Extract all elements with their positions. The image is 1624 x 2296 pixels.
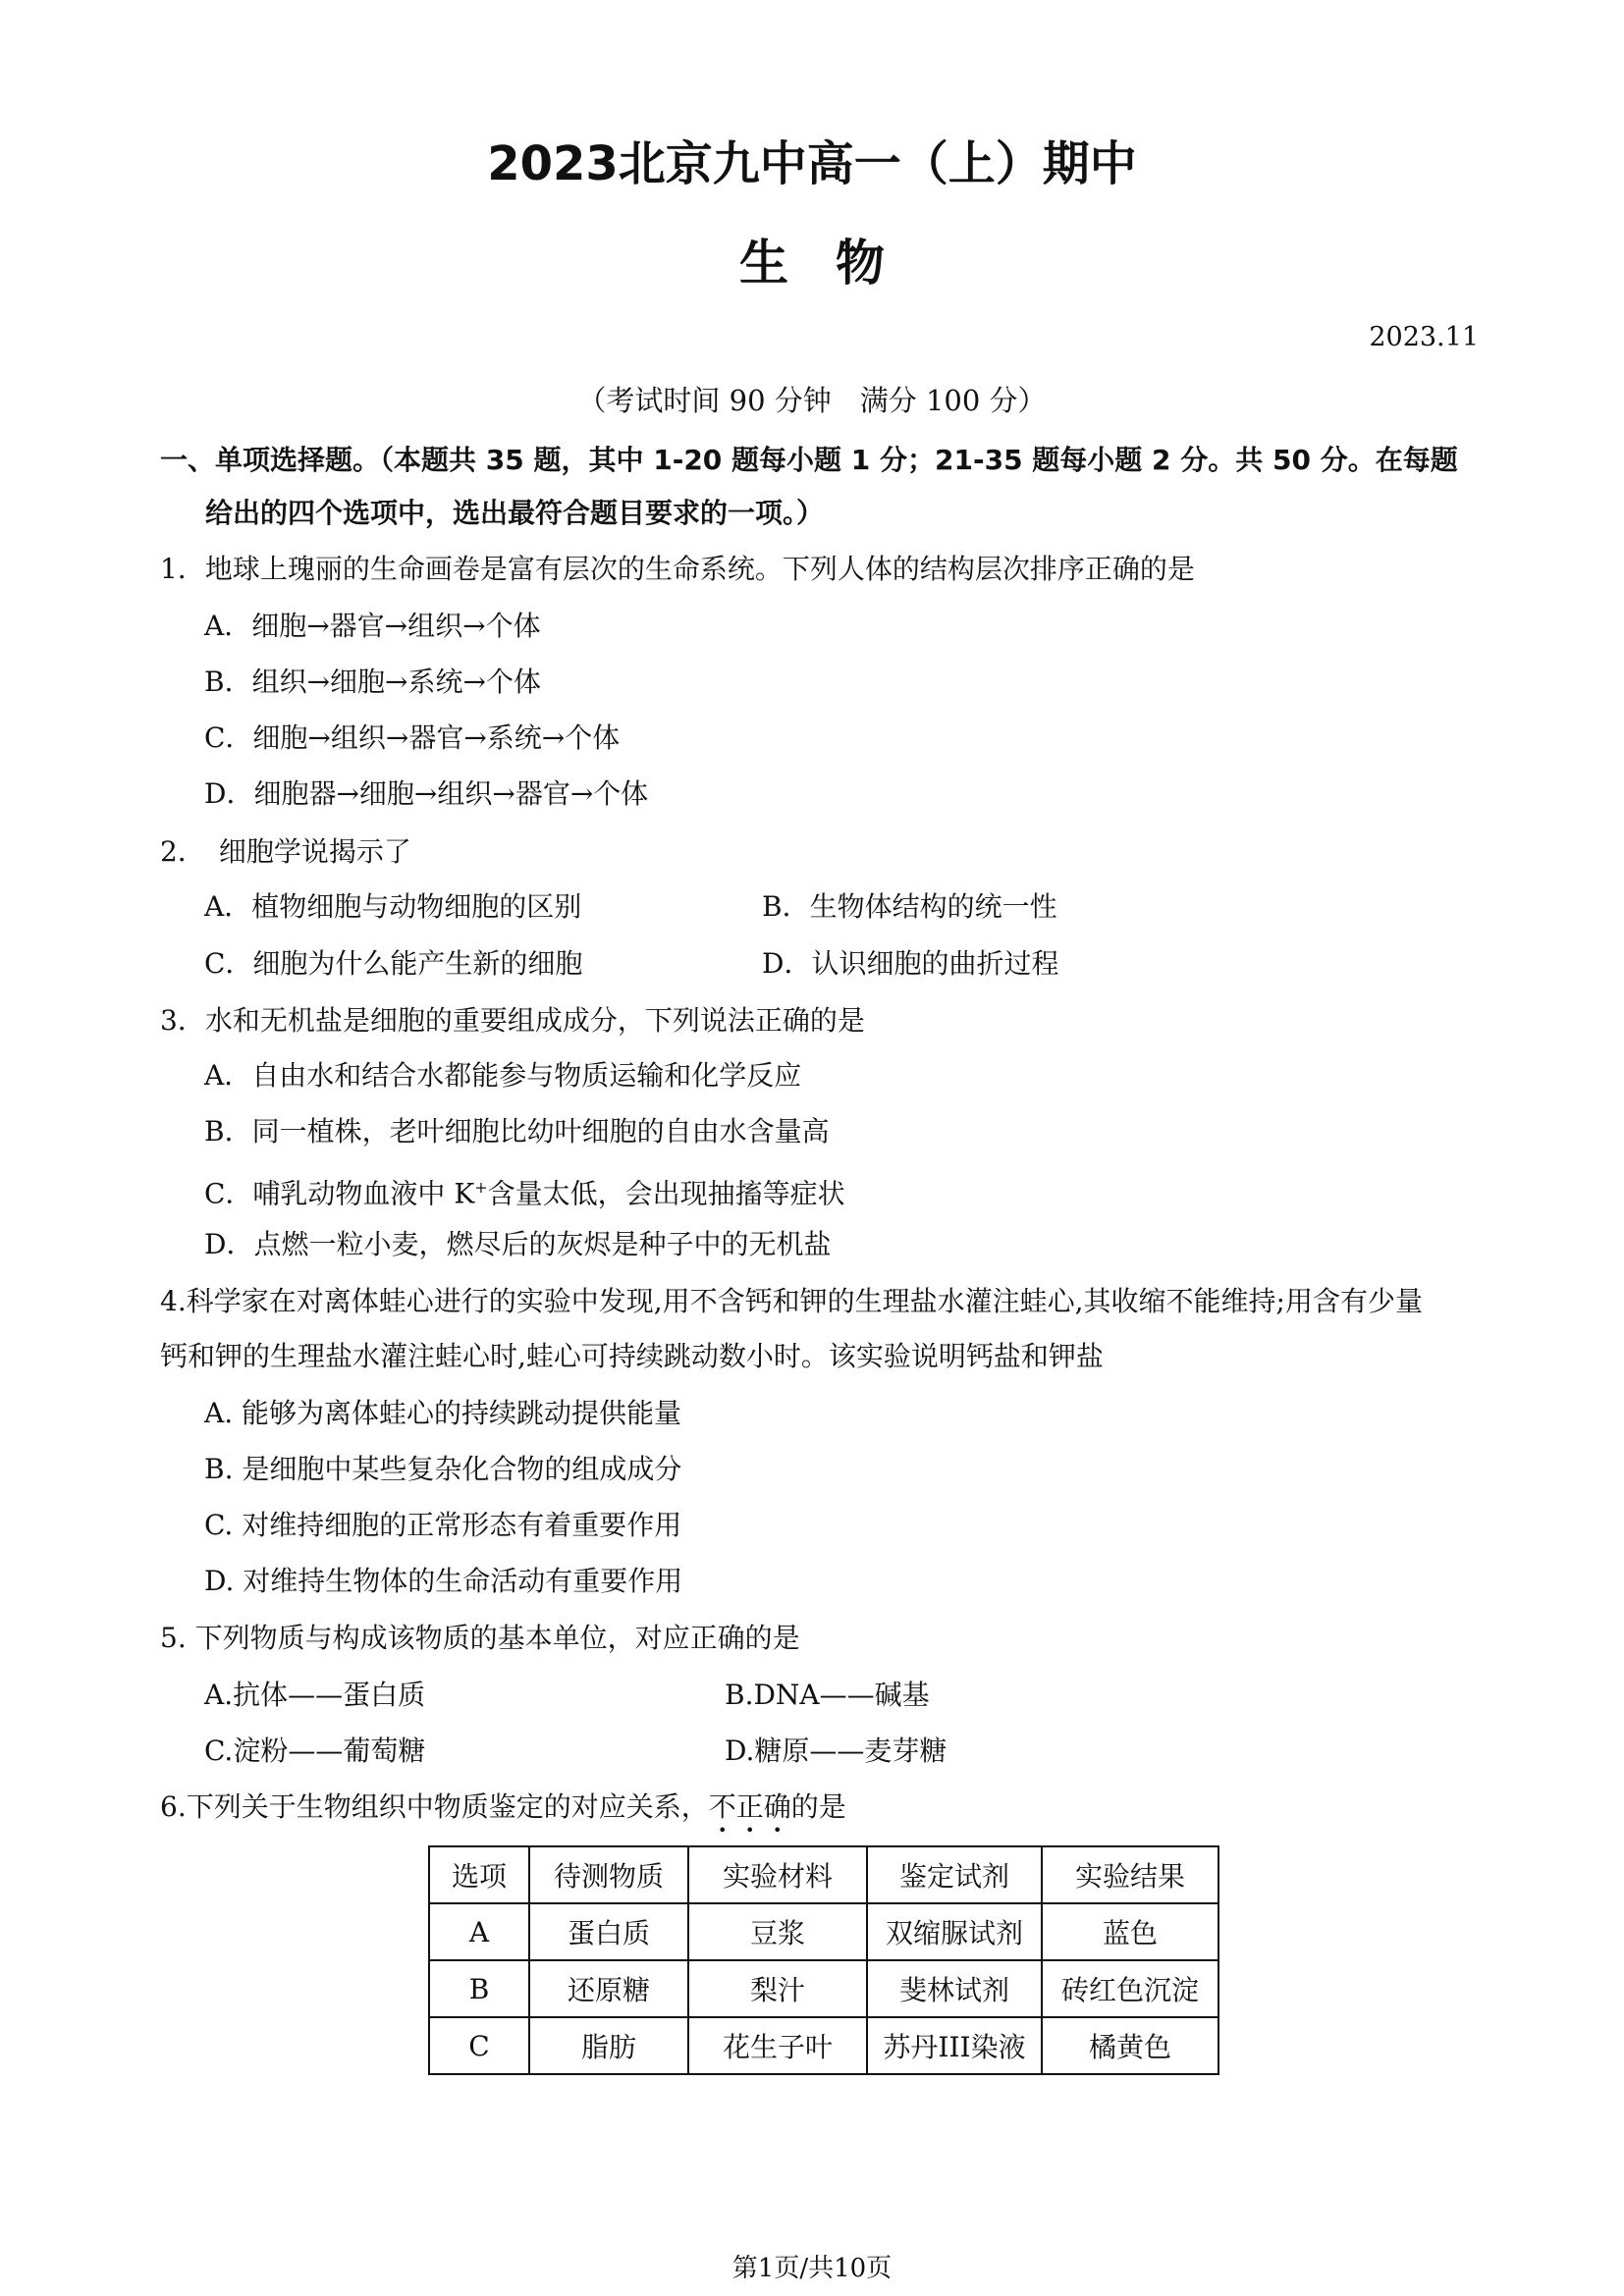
page-number: 第1页/共10页 bbox=[731, 2254, 893, 2283]
q5-option-c: C.淀粉——葡萄糖 bbox=[204, 1735, 426, 1767]
emphasis-char: 不 bbox=[708, 1790, 736, 1823]
q4-option-d: D. 对维持生物体的生命活动有重要作用 bbox=[204, 1565, 683, 1597]
q1-option-d: D．细胞器→细胞→组织→器官→个体 bbox=[204, 777, 649, 810]
table-cell: C bbox=[429, 2017, 529, 2074]
q4-option-a: A. 能够为离体蛙心的持续跳动提供能量 bbox=[204, 1397, 682, 1429]
table-header-cell: 实验结果 bbox=[1042, 1846, 1218, 1903]
section-heading-line1: 一、单项选择题。（本题共 35 题，其中 1-20 题每小题 1 分；21-35 题每小题 2 分。共 50 分。在每题 bbox=[160, 444, 1458, 476]
table-cell: 蛋白质 bbox=[529, 1903, 688, 1960]
q2-option-c: C．细胞为什么能产生新的细胞 bbox=[204, 947, 583, 980]
q3-option-c-suffix: 含量太低，会出现抽搐等症状 bbox=[487, 1177, 845, 1210]
section-heading bbox=[160, 434, 1476, 540]
exam-info: （考试时间 90 分钟 满分 100 分） bbox=[577, 384, 1047, 417]
question-4-stem-line1: 4.科学家在对离体蛙心进行的实验中发现,用不含钙和钾的生理盐水灌注蛙心,其收缩不能维持;用含有少量 bbox=[160, 1285, 1423, 1317]
identification-table bbox=[428, 1845, 1219, 2075]
table-cell: 花生子叶 bbox=[688, 2017, 867, 2074]
table-row bbox=[429, 1903, 1218, 1960]
question-2-stem: 2． 细胞学说揭示了 bbox=[160, 835, 411, 868]
q3-option-a: A．自由水和结合水都能参与物质运输和化学反应 bbox=[204, 1059, 802, 1092]
table-cell: 橘黄色 bbox=[1042, 2017, 1218, 2074]
table-header-row bbox=[429, 1846, 1218, 1903]
q2-option-d: D．认识细胞的曲折过程 bbox=[762, 947, 1059, 980]
subject-title: 生物 bbox=[739, 235, 932, 292]
emphasis-char: 正 bbox=[735, 1790, 764, 1823]
q1-option-c: C．细胞→组织→器官→系统→个体 bbox=[204, 721, 621, 754]
section-heading-line2: 给出的四个选项中，选出最符合题目要求的一项。） bbox=[205, 497, 825, 529]
table-header-cell: 鉴定试剂 bbox=[867, 1846, 1042, 1903]
table-cell: A bbox=[429, 1903, 529, 1960]
q1-option-b: B．组织→细胞→系统→个体 bbox=[204, 666, 541, 698]
q3-option-c-prefix: C．哺乳动物血液中 K bbox=[204, 1177, 475, 1210]
q2-option-a: A．植物细胞与动物细胞的区别 bbox=[204, 890, 582, 923]
question-1-stem: 1．地球上瑰丽的生命画卷是富有层次的生命系统。下列人体的结构层次排序正确的是 bbox=[160, 553, 1195, 585]
q3-option-c bbox=[204, 1160, 845, 1221]
q4-option-b: B. 是细胞中某些复杂化合物的组成成分 bbox=[204, 1453, 682, 1485]
table-cell: 蓝色 bbox=[1042, 1903, 1218, 1960]
q3-option-b: B．同一植株，老叶细胞比幼叶细胞的自由水含量高 bbox=[204, 1115, 830, 1148]
question-6-stem bbox=[160, 1780, 1476, 1835]
q1-option-a: A．细胞→器官→组织→个体 bbox=[204, 610, 541, 642]
question-3-stem: 3．水和无机盐是细胞的重要组成成分，下列说法正确的是 bbox=[160, 1004, 865, 1037]
table-header-cell: 选项 bbox=[429, 1846, 529, 1903]
table-cell: 还原糖 bbox=[529, 1960, 688, 2017]
q5-option-b: B.DNA——碱基 bbox=[725, 1679, 930, 1711]
table-cell: 苏丹III染液 bbox=[867, 2017, 1042, 2074]
exam-date: 2023.11 bbox=[1369, 322, 1479, 352]
table-header-cell: 待测物质 bbox=[529, 1846, 688, 1903]
emphasis-char: 确 bbox=[763, 1790, 791, 1823]
exam-title: 2023北京九中高一（上）期中 bbox=[487, 136, 1137, 191]
q4-option-c: C. 对维持细胞的正常形态有着重要作用 bbox=[204, 1509, 682, 1541]
question-4-stem-line2: 钙和钾的生理盐水灌注蛙心时,蛙心可持续跳动数小时。该实验说明钙盐和钾盐 bbox=[160, 1340, 1104, 1372]
q5-option-a: A.抗体——蛋白质 bbox=[204, 1679, 426, 1711]
table-header-cell: 实验材料 bbox=[688, 1846, 867, 1903]
q3-option-d: D．点燃一粒小麦，燃尽后的灰烬是种子中的无机盐 bbox=[204, 1228, 832, 1260]
table-cell: 双缩脲试剂 bbox=[867, 1903, 1042, 1960]
table-cell: 脂肪 bbox=[529, 2017, 688, 2074]
question-5-stem: 5. 下列物质与构成该物质的基本单位，对应正确的是 bbox=[160, 1622, 800, 1654]
q2-option-b: B．生物体结构的统一性 bbox=[762, 890, 1057, 923]
question-6-stem-post: 的是 bbox=[790, 1790, 846, 1823]
table-cell: 梨汁 bbox=[688, 1960, 867, 2017]
table-cell: 砖红色沉淀 bbox=[1042, 1960, 1218, 2017]
table-row bbox=[429, 2017, 1218, 2074]
table-cell: 斐林试剂 bbox=[867, 1960, 1042, 2017]
q5-option-d: D.糖原——麦芽糖 bbox=[725, 1735, 947, 1767]
table-row bbox=[429, 1960, 1218, 2017]
q3-option-c-superscript: + bbox=[474, 1178, 488, 1197]
table-cell: 豆浆 bbox=[688, 1903, 867, 1960]
question-6-stem-pre: 6.下列关于生物组织中物质鉴定的对应关系， bbox=[160, 1790, 709, 1823]
table-cell: B bbox=[429, 1960, 529, 2017]
question-6-stem-emphasis bbox=[709, 1790, 791, 1823]
